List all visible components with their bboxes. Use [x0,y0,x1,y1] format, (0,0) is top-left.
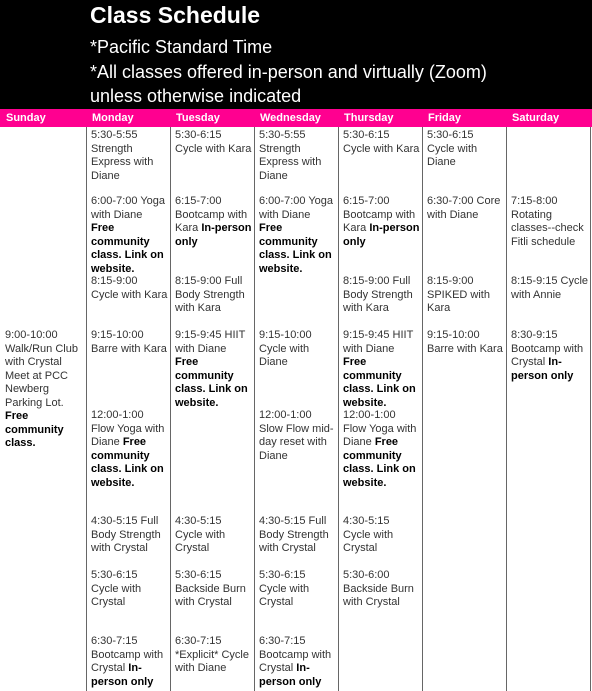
class-description: Bootcamp with Kara [343,208,416,234]
class-description: Barre with Kara [427,342,503,355]
class-entry [338,275,422,316]
class-entry [86,129,170,183]
class-time: 8:15-9:00 [175,275,222,287]
class-time: 6:00-7:00 [259,195,306,207]
class-entry [422,195,506,222]
class-entry [254,329,338,370]
class-entry [170,515,254,556]
class-note: In-person only [343,222,420,248]
class-entry [254,409,338,463]
class-entry [422,329,506,356]
class-description: HIIT with Diane [175,329,246,355]
class-time: 12:00-1:00 [259,409,312,421]
class-description: Bootcamp with Kara [175,208,248,234]
class-description: *Explicit* Cycle with Diane [175,648,249,674]
class-description: Cycle with Crystal [175,528,226,554]
class-entry [338,329,422,410]
class-note: In-person only [91,662,154,688]
class-time: 12:00-1:00 [343,409,396,421]
class-time: 6:30-7:15 [175,635,222,647]
class-entry [338,515,422,556]
schedule-grid [0,127,592,691]
class-note: In-person only [175,222,252,248]
class-entry [254,195,338,276]
class-note: Free community class. Link on website. [175,356,248,409]
class-entry [86,409,170,490]
class-note: Free community class. Link on website. [343,356,416,409]
class-time: 5:30-6:00 [343,569,390,581]
class-entry [254,635,338,689]
page-title: Class Schedule [90,2,261,28]
availability-note-cont: unless otherwise indicated [90,86,302,106]
class-time: 6:30-7:15 [259,635,306,647]
class-time: 5:30-6:15 [175,129,222,141]
class-description: Cycle with Kara [175,142,252,155]
class-time: 4:30-5:15 [175,515,222,527]
day-header-friday: Friday [428,112,462,124]
class-description: Bootcamp with Crystal [511,342,584,368]
class-time: 4:30-5:15 [91,515,138,527]
class-time: 5:30-6:15 [343,129,390,141]
class-time: 8:15-9:00 [91,275,138,287]
class-entry [86,635,170,689]
class-time: 5:30-6:15 [175,569,222,581]
class-time: 9:00-10:00 [5,329,58,341]
class-entry [86,515,170,556]
class-description: Barre with Kara [91,342,167,355]
class-time: 6:15-7:00 [343,195,390,207]
class-entry [170,275,254,316]
class-entry [254,569,338,610]
class-time: 9:15-9:45 [175,329,222,341]
class-entry [170,569,254,610]
class-description: Slow Flow mid-day reset with Diane [259,422,334,462]
class-time: 6:30-7:15 [91,635,138,647]
day-header-wednesday: Wednesday [260,112,321,124]
class-time: 6:00-7:00 [91,195,138,207]
class-description: SPIKED with Kara [427,288,490,314]
class-time: 5:30-5:55 [259,129,306,141]
class-description: Full Body Strength with Kara [343,275,413,314]
class-note: Free community class. Link on website. [91,436,164,489]
class-entry [0,329,86,451]
class-description: Cycle with Diane [259,342,310,368]
class-note: Free community class. Link on website. [91,222,164,275]
class-description: Core with Diane [427,195,501,221]
class-entry [338,129,422,156]
class-description: Cycle with Crystal [91,582,142,608]
class-description: Flow Yoga with Diane [91,422,165,448]
class-entry [170,635,254,676]
class-description: Full Body Strength with Kara [175,275,245,314]
class-description: Cycle with Kara [343,142,420,155]
header [0,0,592,109]
class-description: Bootcamp with Crystal [259,648,332,674]
class-description: Cycle with Annie [511,275,589,301]
class-description: Flow Yoga with Diane [343,422,417,448]
class-time: 8:30-9:15 [511,329,558,341]
class-description: Strength Express with Diane [259,142,322,182]
class-description: Cycle with Kara [91,288,168,301]
class-description: Bootcamp with Crystal [91,648,164,674]
day-header-thursday: Thursday [344,112,394,124]
availability-note: *All classes offered in-person and virtually (Zoom) [90,62,487,82]
class-time: 9:15-10:00 [259,329,312,341]
class-note: In-person only [259,662,322,688]
class-entry [338,195,422,249]
class-entry [422,275,506,316]
class-entry [338,569,422,610]
class-time: 8:15-9:15 [511,275,558,287]
class-time: 5:30-6:15 [427,129,474,141]
class-note: Free community class. Link on website. [259,222,332,275]
class-entry [86,329,170,356]
class-entry [422,129,506,170]
class-time: 4:30-5:15 [343,515,390,527]
class-note: In-person only [511,356,574,382]
class-description: HIIT with Diane [343,329,414,355]
class-entry [86,569,170,610]
class-time: 9:15-10:00 [91,329,144,341]
class-entry [170,329,254,410]
class-time: 9:15-10:00 [427,329,480,341]
class-description: Cycle with Diane [427,142,478,168]
class-entry [254,515,338,556]
day-header-sunday: Sunday [6,112,46,124]
class-description: Strength Express with Diane [91,142,154,182]
class-description: Cycle with Crystal [343,528,394,554]
class-description: Yoga with Diane [259,195,334,221]
timezone-note: *Pacific Standard Time [90,37,273,57]
class-time: 5:30-5:55 [91,129,138,141]
day-header-saturday: Saturday [512,112,560,124]
class-time: 8:15-9:00 [343,275,390,287]
class-entry [254,129,338,183]
class-entry [86,195,170,276]
class-entry [86,275,170,302]
class-description: Full Body Strength with Crystal [91,515,161,554]
class-description: Backside Burn with Crystal [343,582,414,608]
class-time: 5:30-6:15 [259,569,306,581]
class-entry [506,275,592,302]
class-description: Backside Burn with Crystal [175,582,246,608]
class-entry [506,329,592,383]
class-description: Cycle with Crystal [259,582,310,608]
class-description: Yoga with Diane [91,195,166,221]
class-entry [170,195,254,249]
class-entry [338,409,422,490]
class-time: 8:15-9:00 [427,275,474,287]
class-time: 7:15-8:00 [511,195,558,207]
class-note: Free community class. Link on website. [343,436,416,489]
class-note: Free community class. [5,410,64,449]
class-description: Full Body Strength with Crystal [259,515,329,554]
class-time: 12:00-1:00 [91,409,144,421]
class-description: Rotating classes--check Fitli schedule [511,208,584,248]
class-time: 5:30-6:15 [91,569,138,581]
class-time: 6:30-7:00 [427,195,474,207]
day-header-monday: Monday [92,112,134,124]
class-time: 6:15-7:00 [175,195,222,207]
class-entry [506,195,592,249]
class-description: Walk/Run Club with Crystal Meet at PCC Newberg Parking Lot. [5,342,78,409]
class-entry [170,129,254,156]
day-header-tuesday: Tuesday [176,112,220,124]
class-time: 4:30-5:15 [259,515,306,527]
day-header-bar [0,109,592,127]
class-time: 9:15-9:45 [343,329,390,341]
